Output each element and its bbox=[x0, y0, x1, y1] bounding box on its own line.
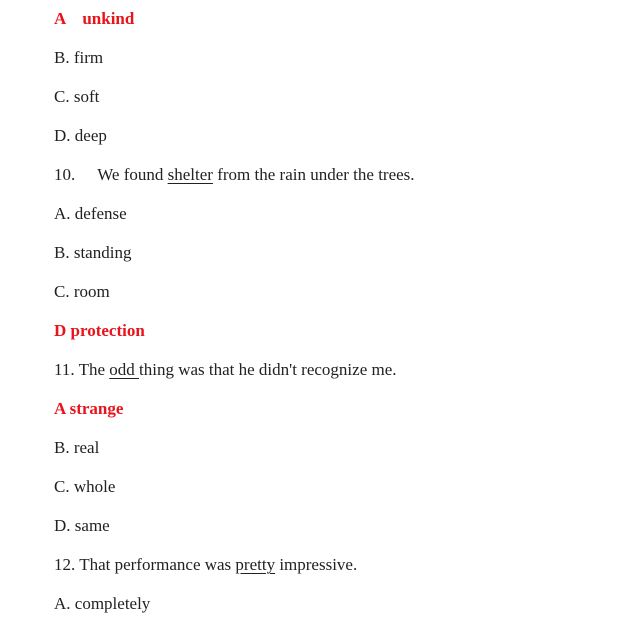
q9-option-b: B. firm bbox=[54, 48, 104, 67]
q11-option-d: D. same bbox=[54, 516, 110, 535]
question-11-text-before: The bbox=[74, 360, 110, 379]
question-12-number: 12. bbox=[54, 555, 76, 574]
question-10-text-before: We found bbox=[97, 165, 168, 184]
question-12-text-before: That performance was bbox=[75, 555, 236, 574]
q10-option-a: A. defense bbox=[54, 204, 127, 223]
question-11 bbox=[54, 359, 397, 381]
question-11-target-word: odd bbox=[109, 360, 139, 379]
question-12-text-after: impressive. bbox=[275, 555, 358, 574]
q12-option-a: A. completely bbox=[54, 594, 151, 613]
question-10-number: 10. bbox=[54, 165, 76, 184]
question-10-target-word: shelter bbox=[167, 165, 213, 184]
question-10 bbox=[54, 164, 415, 186]
q9-option-a-correct: A unkind bbox=[54, 9, 135, 28]
q11-option-a-correct: A strange bbox=[54, 399, 124, 418]
q11-option-b: B. real bbox=[54, 438, 100, 457]
question-12 bbox=[54, 554, 357, 576]
q9-option-d: D. deep bbox=[54, 126, 107, 145]
q10-option-b: B. standing bbox=[54, 243, 132, 262]
question-11-number: 11. bbox=[54, 360, 75, 379]
question-11-text-after: thing was that he didn't recognize me. bbox=[139, 360, 397, 379]
question-12-target-word: pretty bbox=[235, 555, 276, 574]
q10-option-d-correct: D protection bbox=[54, 321, 145, 340]
q9-option-c: C. soft bbox=[54, 87, 100, 106]
q10-option-c: C. room bbox=[54, 282, 110, 301]
question-10-text-after: from the rain under the trees. bbox=[212, 165, 415, 184]
q11-option-c: C. whole bbox=[54, 477, 116, 496]
